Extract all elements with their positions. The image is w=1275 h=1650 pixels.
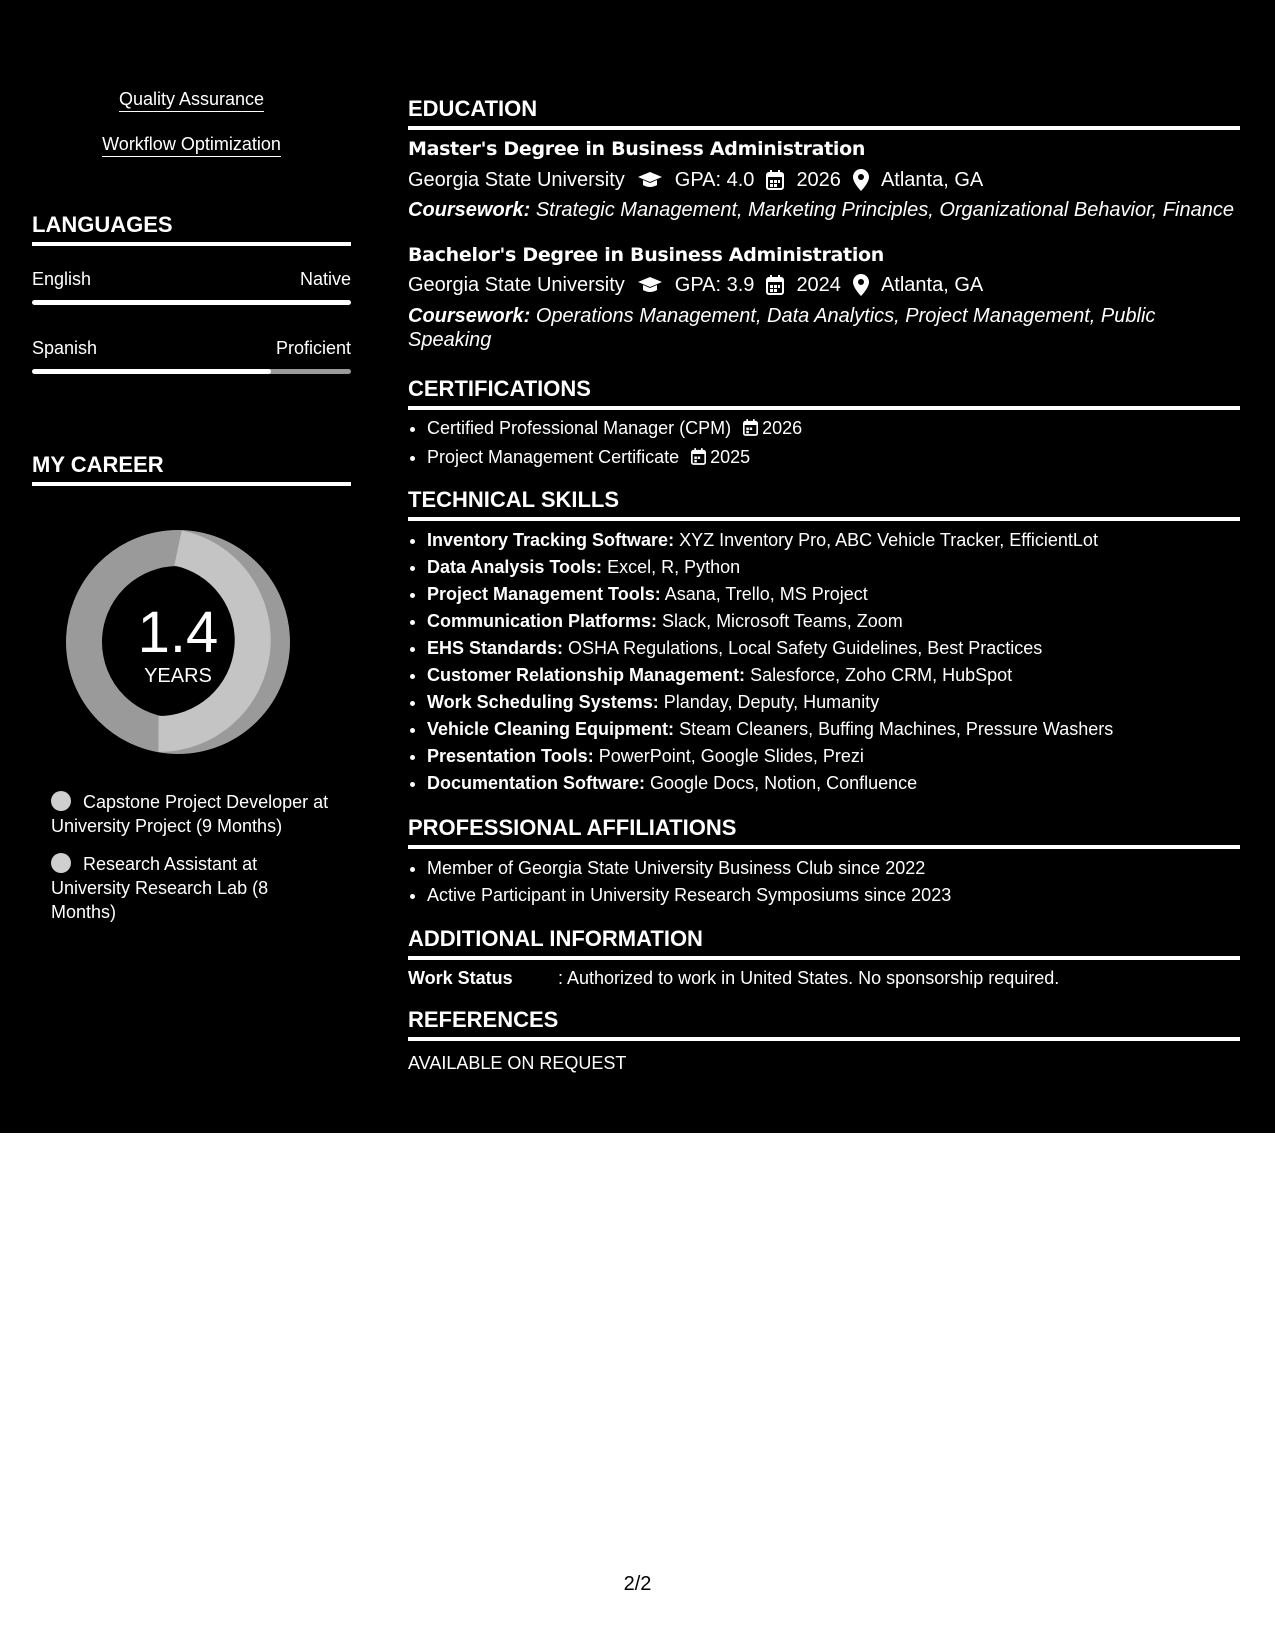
career-years-value: 1.4 bbox=[137, 600, 219, 665]
list-item: • Data Analysis Tools: Excel, R, Python bbox=[427, 554, 1113, 581]
degree-details: Georgia State University GPA: 4.0 2026 Atlanta, GA bbox=[408, 169, 984, 191]
certifications-rule bbox=[408, 406, 1240, 410]
language-level: Native bbox=[299, 269, 351, 289]
career-dot-icon bbox=[51, 791, 71, 811]
career-item: Research Assistant at University Research Lab (8 Months) bbox=[51, 854, 269, 922]
list-item: • Project Management Tools: Asana, Trello, MS Project bbox=[427, 581, 1113, 608]
languages-heading: LANGUAGES bbox=[32, 212, 173, 237]
degree-details: Georgia State University GPA: 3.9 2024 Atlanta, GA bbox=[408, 274, 984, 296]
list-item: • Communication Platforms: Slack, Microsoft Teams, Zoom bbox=[427, 608, 1113, 635]
list-item: • Member of Georgia State University Business Club since 2022 bbox=[427, 855, 951, 882]
list-item: • Customer Relationship Management: Salesforce, Zoho CRM, HubSpot bbox=[427, 662, 1113, 689]
education-heading: EDUCATION bbox=[408, 96, 538, 121]
work-status-row bbox=[408, 966, 1059, 990]
coursework: Coursework: Operations Management, Data Analytics, Project Management, Public Speaking bbox=[408, 305, 1156, 351]
affiliations-rule bbox=[408, 845, 1240, 849]
additional-info-rule bbox=[408, 956, 1240, 960]
affiliations-heading: PROFESSIONAL AFFILIATIONS bbox=[408, 815, 737, 840]
language-level: Proficient bbox=[275, 338, 351, 358]
location-pin-icon bbox=[853, 169, 869, 191]
list-item: • Presentation Tools: PowerPoint, Google Slides, Prezi bbox=[427, 743, 1113, 770]
list-item: • Inventory Tracking Software: XYZ Inventory Pro, ABC Vehicle Tracker, EfficientLot bbox=[427, 527, 1113, 554]
additional-info-heading: ADDITIONAL INFORMATION bbox=[408, 926, 703, 951]
list-item: • Vehicle Cleaning Equipment: Steam Cleaners, Buffing Machines, Pressure Washers bbox=[427, 716, 1113, 743]
calendar-icon bbox=[766, 275, 784, 295]
certifications-list bbox=[408, 415, 802, 473]
language-bar-english bbox=[32, 300, 351, 305]
career-years-unit: YEARS bbox=[144, 665, 212, 687]
language-row-english bbox=[32, 268, 351, 290]
technical-skills-rule bbox=[408, 517, 1240, 521]
calendar-icon bbox=[691, 446, 706, 473]
work-status-value: : Authorized to work in United States. No sponsorship required. bbox=[558, 968, 1060, 988]
skill-tag-quality-assurance: Quality Assurance bbox=[119, 88, 264, 112]
languages-rule bbox=[32, 242, 351, 246]
degree-title: Master's Degree in Business Administration bbox=[408, 138, 866, 160]
list-item: • Active Participant in University Research Symposiums since 2023 bbox=[427, 882, 951, 909]
list-item: • Work Scheduling Systems: Planday, Deputy, Humanity bbox=[427, 689, 1113, 716]
language-bar-fill bbox=[32, 300, 351, 305]
coursework: Coursework: Strategic Management, Marketing Principles, Organizational Behavior, Finance bbox=[408, 199, 1234, 221]
graduation-cap-icon bbox=[637, 276, 663, 294]
list-item: • EHS Standards: OSHA Regulations, Local Safety Guidelines, Best Practices bbox=[427, 635, 1113, 662]
references-heading: REFERENCES bbox=[408, 1007, 559, 1032]
skill-tag-workflow-optimization: Workflow Optimization bbox=[102, 133, 281, 157]
technical-skills-heading: TECHNICAL SKILLS bbox=[408, 487, 620, 512]
career-dot-icon bbox=[51, 853, 71, 873]
language-name: English bbox=[32, 269, 92, 289]
references-value: AVAILABLE ON REQUEST bbox=[408, 1053, 627, 1073]
technical-skills-list bbox=[408, 527, 1113, 797]
list-item: • Project Management Certificate 2025 bbox=[427, 444, 802, 473]
list-item: • Documentation Software: Google Docs, Notion, Confluence bbox=[427, 770, 1113, 797]
references-rule bbox=[408, 1037, 1240, 1041]
list-item: • Certified Professional Manager (CPM) 2026 bbox=[427, 415, 802, 444]
language-row-spanish bbox=[32, 337, 351, 359]
calendar-icon bbox=[766, 170, 784, 190]
graduation-cap-icon bbox=[637, 171, 663, 189]
page-number: 2/2 bbox=[623, 1573, 652, 1595]
degree-title: Bachelor's Degree in Business Administration bbox=[408, 244, 885, 266]
education-rule bbox=[408, 126, 1240, 130]
affiliations-list bbox=[408, 855, 951, 909]
location-pin-icon bbox=[853, 274, 869, 296]
language-name: Spanish bbox=[32, 338, 98, 358]
calendar-icon bbox=[743, 417, 758, 444]
career-item: Capstone Project Developer at University Project (9 Months) bbox=[51, 792, 329, 836]
language-bar-spanish bbox=[32, 369, 351, 374]
certifications-heading: CERTIFICATIONS bbox=[408, 376, 591, 401]
work-status-label: Work Status bbox=[408, 968, 513, 988]
career-heading: MY CAREER bbox=[32, 452, 164, 477]
career-rule bbox=[32, 482, 351, 486]
language-bar-fill bbox=[32, 369, 271, 374]
